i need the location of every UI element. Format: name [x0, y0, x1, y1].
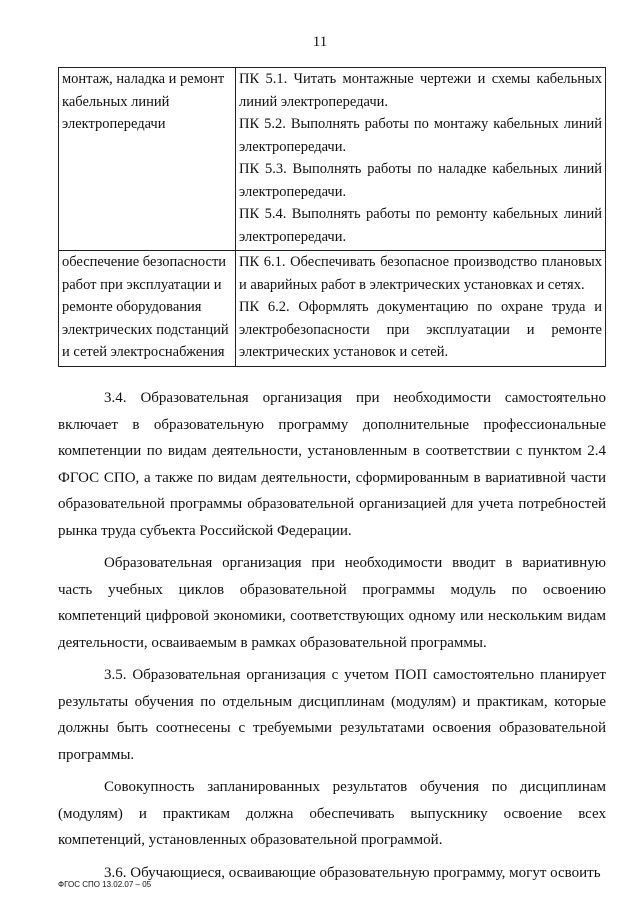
competency-item: ПК 5.3. Выполнять работы по наладке кабельных линий электропередачи. — [239, 161, 602, 200]
page-number: 11 — [312, 34, 328, 50]
competency-item: ПК 5.1. Читать монтажные чертежи и схемы кабельных линий электропередачи. — [239, 71, 602, 110]
table-row — [59, 68, 606, 251]
paragraph-results: Совокупность запланированных результатов обучения по дисциплинам (модулям) и практикам должна обеспечивать выпускнику освоение всех компетенций, установленных образовательной программой. — [58, 779, 606, 848]
competency-item: ПК 5.4. Выполнять работы по ремонту кабельных линий электропередачи. — [239, 206, 602, 245]
paragraph-3-5: 3.5. Образовательная организация с учетом ПОП самостоятельно планирует результаты обучения по отдельным дисциплинам (модулям) и практикам, которые должны быть соотнесены с требуемыми результатами освоения образовательной программы. — [58, 667, 606, 763]
footer-doc-code: ФГОС СПО 13.02.07 – 05 — [58, 880, 152, 889]
paragraph-3-6: 3.6. Обучающиеся, осваивающие образовательную программу, могут освоить — [104, 864, 601, 881]
competency-item: ПК 6.2. Оформлять документацию по охране труда и электробезопасности при эксплуатации и ремонте электрических установок и сетей. — [239, 299, 602, 360]
competency-cell — [236, 68, 606, 251]
competency-cell — [236, 251, 606, 367]
body-text — [58, 385, 606, 892]
activity-cell: обеспечение безопасности работ при эксплуатации и ремонте оборудования электрических подстанций и сетей электроснабжения — [59, 251, 236, 367]
competency-item: ПК 6.1. Обеспечивать безопасное производство плановых и аварийных работ в электрических установках и сетях. — [239, 254, 602, 293]
competency-item: ПК 5.2. Выполнять работы по монтажу кабельных линий электропередачи. — [239, 116, 602, 155]
activity-cell: монтаж, наладка и ремонт кабельных линий электропередачи — [59, 68, 236, 251]
competency-table — [58, 67, 606, 367]
paragraph-3-4: 3.4. Образовательная организация при необходимости самостоятельно включает в образовательную программу дополнительные профессиональные компетенции по видам деятельности, установленным в соответствии с пунктом 2.4 ФГОС СПО, а также по видам деятельности, сформированным в вариативной части образовательной программы образовательной организацией для учета потребностей рынка труда субъекта Российской Федерации. — [58, 390, 606, 539]
table-row — [59, 251, 606, 367]
paragraph-digital-economy: Образовательная организация при необходимости вводит в вариативную часть учебных циклов образовательной программы модуль по освоению компетенций цифровой экономики, соответствующих одному или нескольким видам деятельности, осваиваемым в рамках образовательной программы. — [58, 555, 606, 651]
